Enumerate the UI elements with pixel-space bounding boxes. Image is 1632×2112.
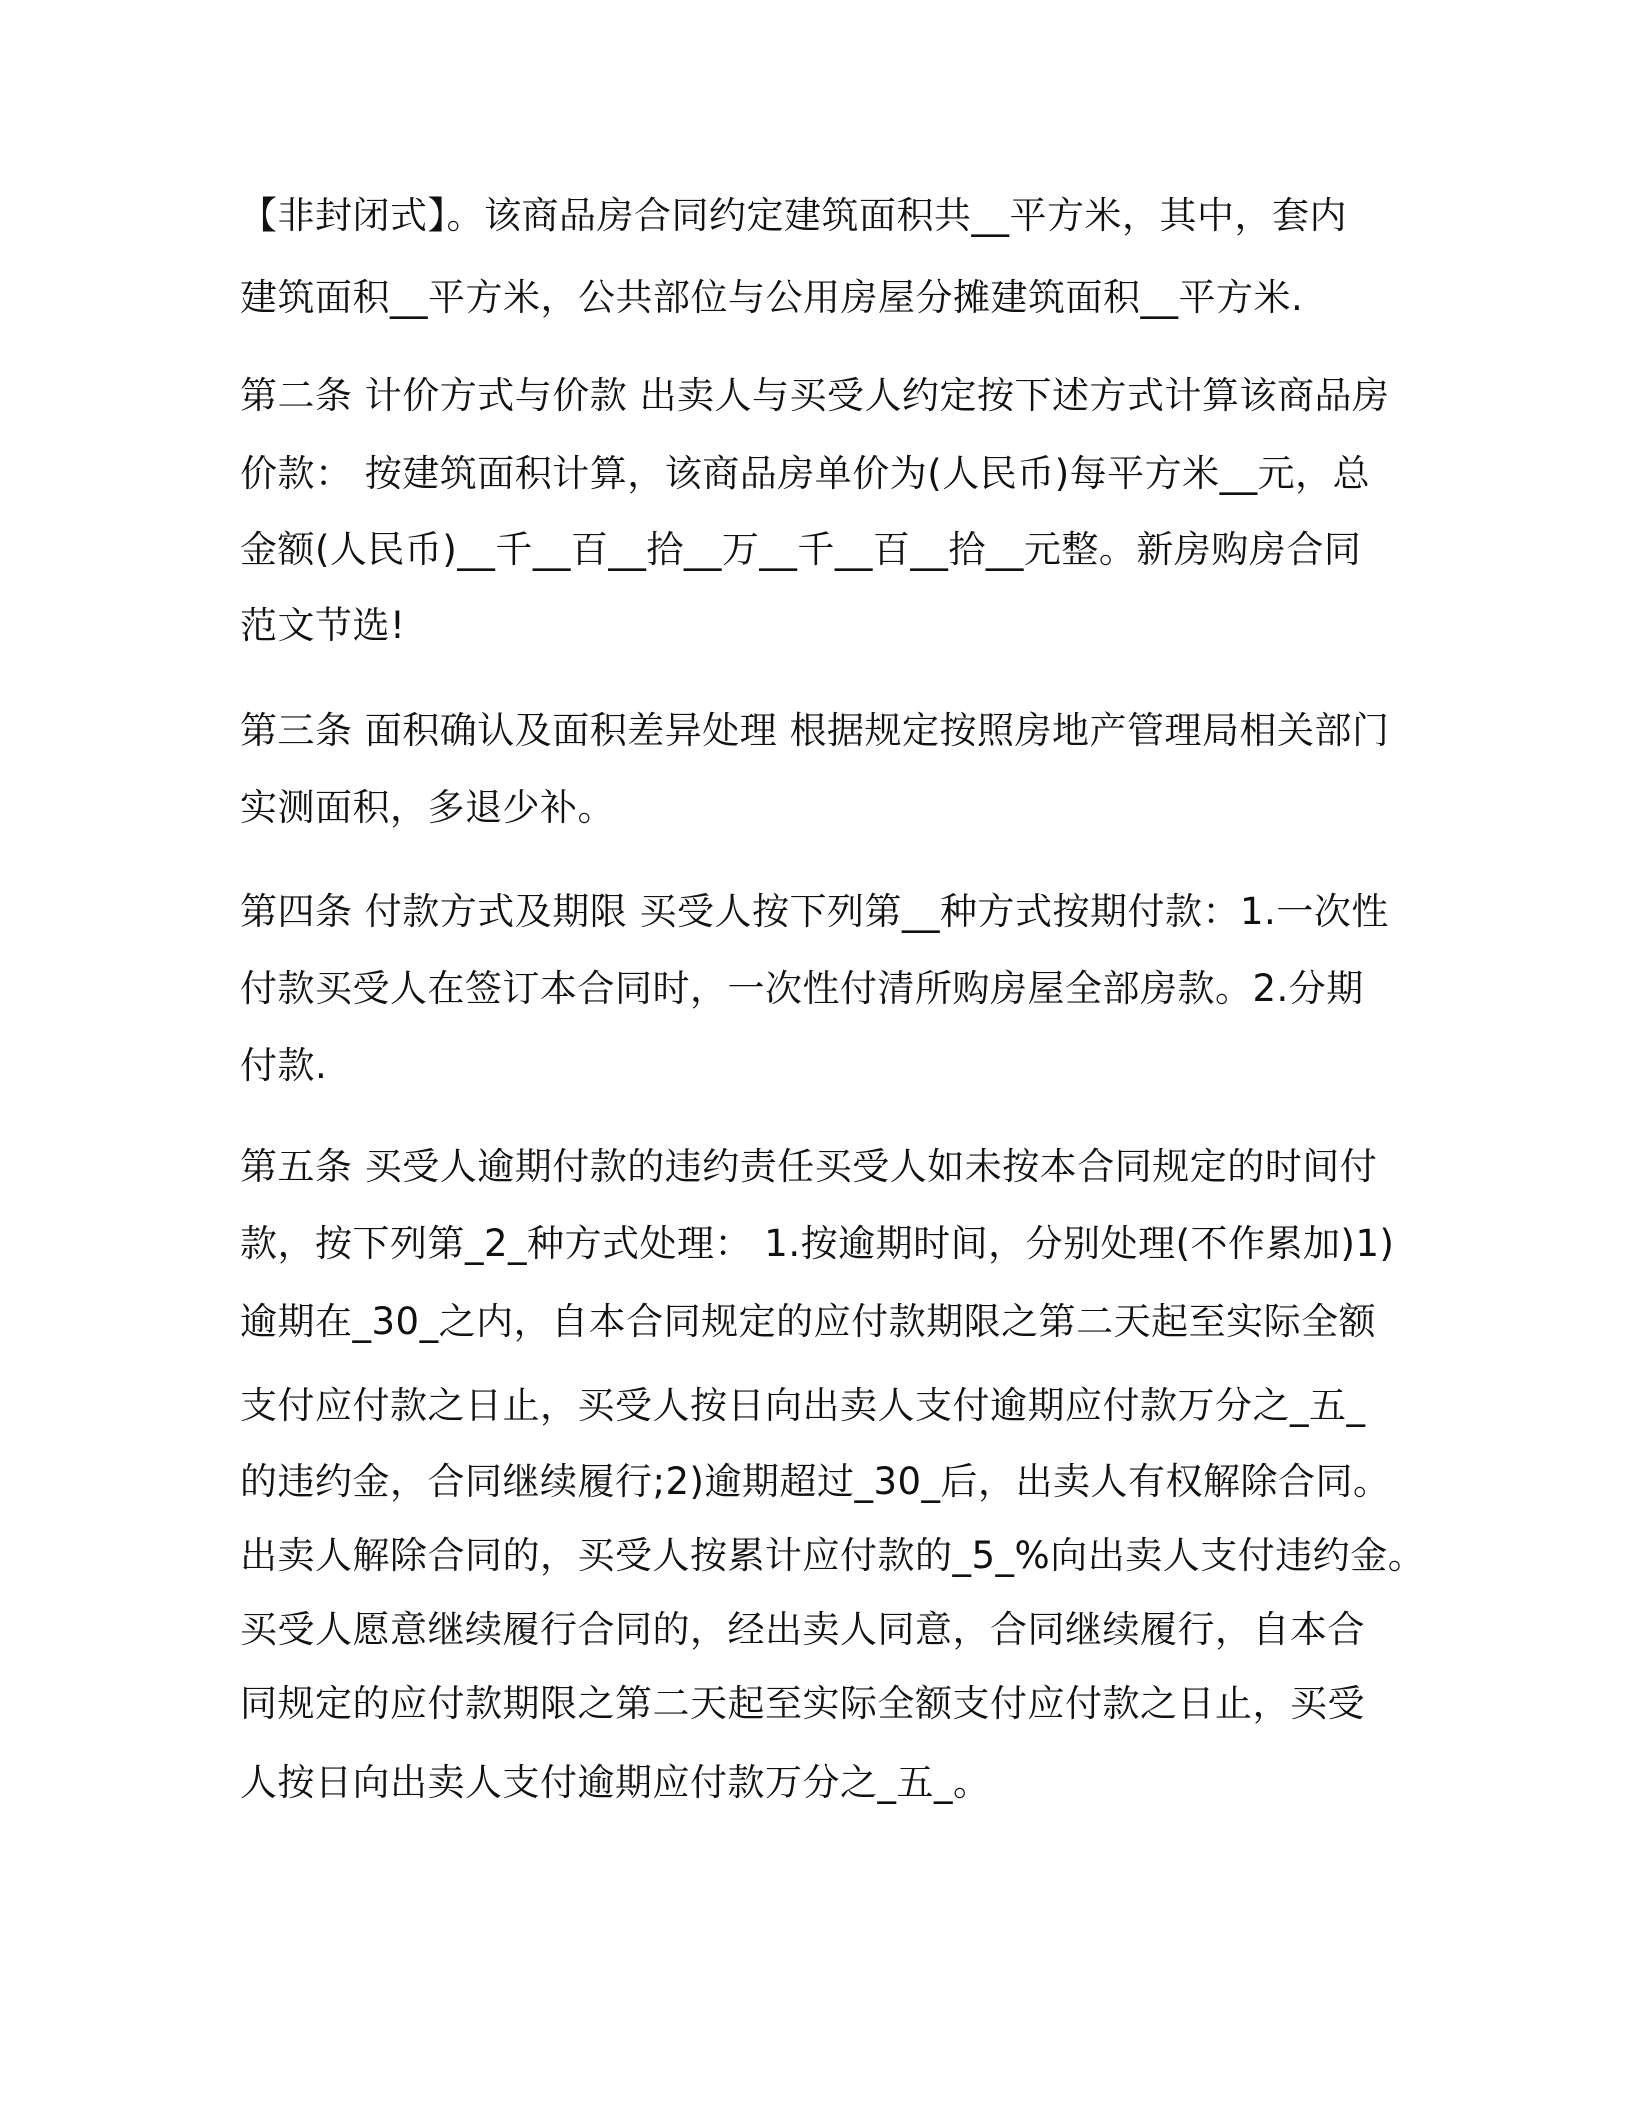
text-line: 支付应付款之日止，买受人按日向出卖人支付逾期应付款万分之_五_: [240, 1384, 1366, 1427]
text-line: 买受人愿意继续履行合同的，经出卖人同意，合同继续履行，自本合: [240, 1608, 1365, 1651]
text-line: 付款买受人在签订本合同时，一次性付清所购房屋全部房款。2.分期: [240, 967, 1364, 1010]
text-line: 第三条 面积确认及面积差异处理 根据规定按照房地产管理局相关部门: [240, 709, 1390, 752]
text-line: 逾期在_30_之内，自本合同规定的应付款期限之第二天起至实际全额: [240, 1300, 1377, 1343]
text-line: 金额(人民币)__千__百__拾__万__千__百__拾__元整。新房购房合同: [240, 528, 1362, 571]
text-line: 建筑面积__平方米，公共部位与公用房屋分摊建筑面积__平方米.: [240, 276, 1304, 319]
text-line: 价款： 按建筑面积计算，该商品房单价为(人民币)每平方米__元，总: [240, 452, 1371, 495]
text-line: 付款.: [240, 1044, 328, 1087]
text-line: 出卖人解除合同的，买受人按累计应付款的_5_%向出卖人支付违约金。: [240, 1534, 1426, 1577]
text-line: 同规定的应付款期限之第二天起至实际全额支付应付款之日止，买受: [240, 1682, 1365, 1725]
text-line: 【非封闭式】。该商品房合同约定建筑面积共__平方米，其中，套内: [240, 194, 1347, 237]
text-line: 的违约金，合同继续履行;2)逾期超过_30_后，出卖人有权解除合同。: [240, 1460, 1391, 1503]
text-line: 第二条 计价方式与价款 出卖人与买受人约定按下述方式计算该商品房: [240, 374, 1390, 417]
text-line: 款，按下列第_2_种方式处理： 1.按逾期时间，分别处理(不作累加)1): [240, 1222, 1395, 1265]
text-line: 实测面积，多退少补。: [240, 786, 615, 829]
text-line: 人按日向出卖人支付逾期应付款万分之_五_。: [240, 1761, 991, 1804]
text-line: 范文节选!: [240, 604, 406, 647]
text-line: 第五条 买受人逾期付款的违约责任买受人如未按本合同规定的时间付: [240, 1145, 1378, 1188]
text-line: 第四条 付款方式及期限 买受人按下列第__种方式按期付款：1.一次性: [240, 890, 1389, 933]
